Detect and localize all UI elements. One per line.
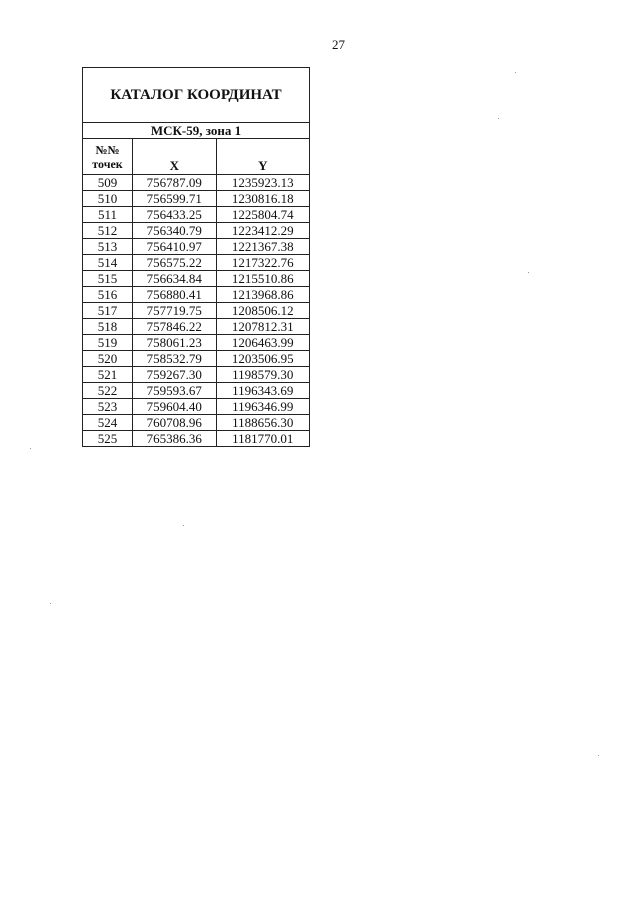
x-coordinate-cell: 759593.67 bbox=[133, 383, 217, 399]
x-coordinate-cell: 757846.22 bbox=[133, 319, 217, 335]
x-coordinate-cell: 756575.22 bbox=[133, 255, 217, 271]
table-row bbox=[83, 431, 310, 447]
table-row bbox=[83, 351, 310, 367]
y-coordinate-cell: 1196346.99 bbox=[216, 399, 309, 415]
table-row bbox=[83, 255, 310, 271]
y-coordinate-cell: 1213968.86 bbox=[216, 287, 309, 303]
x-coordinate-cell: 756410.97 bbox=[133, 239, 217, 255]
y-column-header: Y bbox=[216, 139, 309, 175]
x-coordinate-cell: 758061.23 bbox=[133, 335, 217, 351]
x-coordinate-cell: 756880.41 bbox=[133, 287, 217, 303]
x-coordinate-cell: 756599.71 bbox=[133, 191, 217, 207]
table-row bbox=[83, 335, 310, 351]
x-coordinate-cell: 756787.09 bbox=[133, 175, 217, 191]
x-coordinate-cell: 765386.36 bbox=[133, 431, 217, 447]
point-number-cell: 512 bbox=[83, 223, 133, 239]
scan-speck bbox=[515, 72, 516, 73]
scan-speck bbox=[528, 272, 529, 273]
table-row bbox=[83, 287, 310, 303]
point-number-cell: 521 bbox=[83, 367, 133, 383]
point-number-cell: 510 bbox=[83, 191, 133, 207]
y-coordinate-cell: 1225804.74 bbox=[216, 207, 309, 223]
coordinate-catalog-table bbox=[82, 67, 310, 447]
point-number-cell: 520 bbox=[83, 351, 133, 367]
y-coordinate-cell: 1235923.13 bbox=[216, 175, 309, 191]
table-row bbox=[83, 207, 310, 223]
scan-speck bbox=[50, 603, 51, 604]
y-coordinate-cell: 1208506.12 bbox=[216, 303, 309, 319]
y-coordinate-cell: 1230816.18 bbox=[216, 191, 309, 207]
y-coordinate-cell: 1217322.76 bbox=[216, 255, 309, 271]
point-number-cell: 522 bbox=[83, 383, 133, 399]
x-coordinate-cell: 760708.96 bbox=[133, 415, 217, 431]
y-coordinate-cell: 1188656.30 bbox=[216, 415, 309, 431]
point-number-header bbox=[83, 139, 133, 175]
x-coordinate-cell: 758532.79 bbox=[133, 351, 217, 367]
table-row bbox=[83, 383, 310, 399]
y-coordinate-cell: 1203506.95 bbox=[216, 351, 309, 367]
x-coordinate-cell: 757719.75 bbox=[133, 303, 217, 319]
table-row bbox=[83, 271, 310, 287]
table-row bbox=[83, 399, 310, 415]
table-row bbox=[83, 415, 310, 431]
x-coordinate-cell: 756634.84 bbox=[133, 271, 217, 287]
table-row bbox=[83, 191, 310, 207]
table-row bbox=[83, 367, 310, 383]
coordinate-system-label: МСК-59, зона 1 bbox=[83, 123, 310, 139]
x-coordinate-cell: 756433.25 bbox=[133, 207, 217, 223]
scan-speck bbox=[498, 118, 499, 119]
x-coordinate-cell: 759604.40 bbox=[133, 399, 217, 415]
point-number-cell: 524 bbox=[83, 415, 133, 431]
scan-speck bbox=[598, 755, 599, 756]
y-coordinate-cell: 1221367.38 bbox=[216, 239, 309, 255]
point-number-cell: 517 bbox=[83, 303, 133, 319]
x-coordinate-cell: 756340.79 bbox=[133, 223, 217, 239]
y-coordinate-cell: 1206463.99 bbox=[216, 335, 309, 351]
point-number-cell: 513 bbox=[83, 239, 133, 255]
y-coordinate-cell: 1223412.29 bbox=[216, 223, 309, 239]
point-number-cell: 516 bbox=[83, 287, 133, 303]
point-number-cell: 511 bbox=[83, 207, 133, 223]
table-title-row bbox=[83, 68, 310, 123]
point-number-header-line2: точек bbox=[92, 156, 123, 171]
point-number-cell: 514 bbox=[83, 255, 133, 271]
coordinate-system-row bbox=[83, 123, 310, 139]
table-row bbox=[83, 175, 310, 191]
point-number-cell: 523 bbox=[83, 399, 133, 415]
point-number-cell: 509 bbox=[83, 175, 133, 191]
table-row bbox=[83, 319, 310, 335]
scan-speck bbox=[183, 525, 184, 526]
y-coordinate-cell: 1207812.31 bbox=[216, 319, 309, 335]
table-title: КАТАЛОГ КООРДИНАТ bbox=[83, 68, 310, 123]
table-row bbox=[83, 303, 310, 319]
point-number-cell: 525 bbox=[83, 431, 133, 447]
y-coordinate-cell: 1181770.01 bbox=[216, 431, 309, 447]
table-body bbox=[83, 175, 310, 447]
point-number-cell: 519 bbox=[83, 335, 133, 351]
point-number-cell: 518 bbox=[83, 319, 133, 335]
table-row bbox=[83, 223, 310, 239]
point-number-header-line1: №№ bbox=[95, 142, 120, 157]
point-number-cell: 515 bbox=[83, 271, 133, 287]
y-coordinate-cell: 1196343.69 bbox=[216, 383, 309, 399]
table-row bbox=[83, 239, 310, 255]
page-number: 27 bbox=[332, 37, 345, 52]
scan-speck bbox=[30, 448, 31, 449]
y-coordinate-cell: 1198579.30 bbox=[216, 367, 309, 383]
column-header-row bbox=[83, 139, 310, 175]
x-coordinate-cell: 759267.30 bbox=[133, 367, 217, 383]
y-coordinate-cell: 1215510.86 bbox=[216, 271, 309, 287]
x-column-header: X bbox=[133, 139, 217, 175]
